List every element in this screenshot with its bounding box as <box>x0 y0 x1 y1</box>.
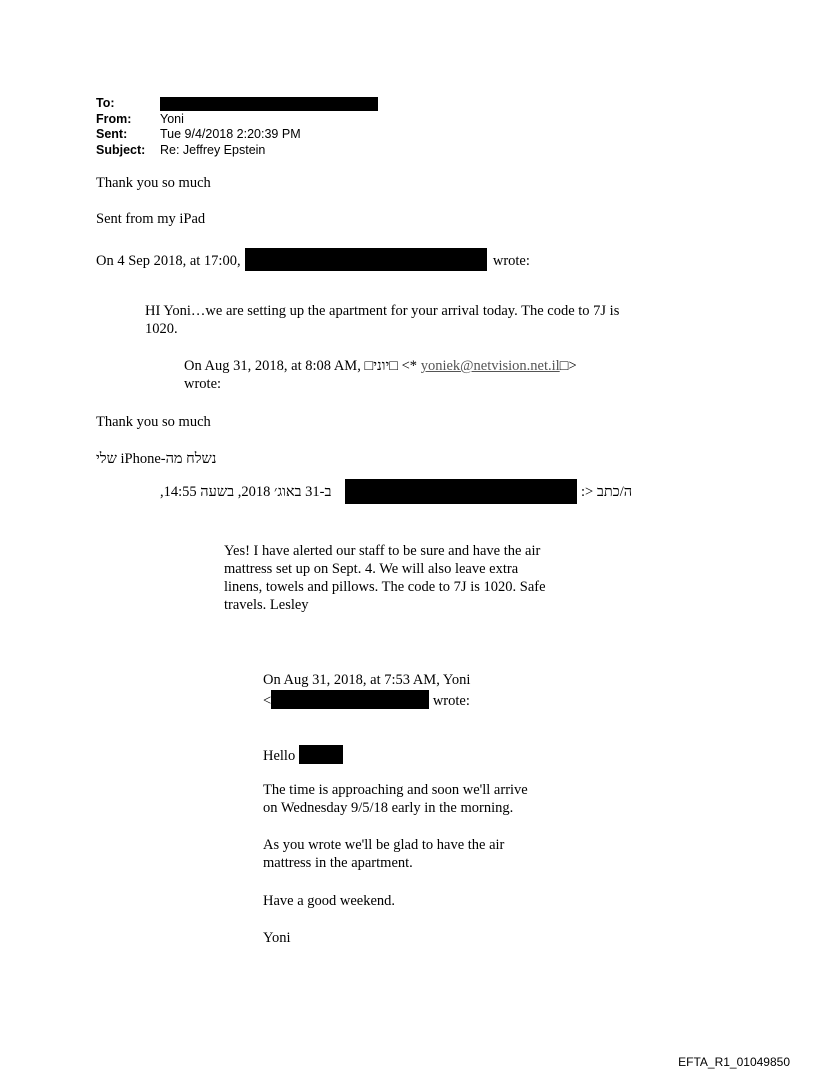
quote-header-1 <box>96 248 530 271</box>
setup-message-line-2: 1020. <box>145 321 178 337</box>
mattress-line-2: mattress in the apartment. <box>263 855 413 871</box>
to-label: To: <box>96 96 115 110</box>
to-redaction <box>160 97 378 111</box>
quote-header-1-suffix: wrote: <box>492 253 530 269</box>
sender-redaction-1 <box>245 248 487 271</box>
from-label: From: <box>96 111 132 126</box>
quote-header-2-suffix: □> <box>559 358 577 374</box>
quote-header-3-line-2 <box>263 690 470 710</box>
quote-header-3-prefix: < <box>263 693 272 709</box>
setup-message-line-1: HI Yoni…we are setting up the apartment for your arrival today. The code to 7J is <box>145 303 620 319</box>
lesley-message-line-1: Yes! I have alerted our staff to be sure and have the air <box>224 543 541 559</box>
document-id: EFTA_R1_01049850 <box>678 1055 790 1069</box>
thanks-line-1: Thank you so much <box>96 175 211 191</box>
subject-value: Re: Jeffrey Epstein <box>160 142 266 157</box>
quote-header-1-prefix: On 4 Sep 2018, at 17:00, <box>96 253 241 269</box>
hebrew-quote-left-part: ה/כתב <: <box>581 484 633 500</box>
quote-header-3-suffix: wrote: <box>432 693 470 709</box>
sender-redaction-2 <box>345 479 577 504</box>
sent-from-iphone-hebrew: נשלח מה-iPhone שלי <box>96 451 217 467</box>
greeting-line <box>263 745 343 765</box>
to-row <box>96 96 378 112</box>
subject-label: Subject: <box>96 142 146 157</box>
mattress-line-1: As you wrote we'll be glad to have the air <box>263 837 505 853</box>
sent-row <box>96 127 378 143</box>
recipient-name-redaction <box>299 745 343 764</box>
quote-header-2-wrote: wrote: <box>184 376 222 392</box>
signoff: Yoni <box>263 930 291 946</box>
arrival-line-1: The time is approaching and soon we'll arrive <box>263 782 528 798</box>
quote-header-2 <box>184 358 577 375</box>
arrival-line-2: on Wednesday 9/5/18 early in the morning. <box>263 800 514 816</box>
lesley-message-line-4: travels. Lesley <box>224 597 309 613</box>
sent-value: Tue 9/4/2018 2:20:39 PM <box>160 127 301 141</box>
from-value: Yoni <box>160 111 184 126</box>
greeting-text: Hello <box>263 748 296 764</box>
quote-header-3: On Aug 31, 2018, at 7:53 AM, Yoni <box>263 672 471 688</box>
sent-label: Sent: <box>96 127 128 141</box>
weekend-line: Have a good weekend. <box>263 893 396 909</box>
sent-from-ipad: Sent from my iPad <box>96 211 206 227</box>
subject-row <box>96 143 378 159</box>
quote-header-2-prefix: On Aug 31, 2018, at 8:08 AM, □יוני□ <* <box>184 358 418 374</box>
from-row <box>96 112 378 128</box>
hebrew-quote-right-part: ב-31 באוג׳ 2018, בשעה 14:55, <box>160 484 332 500</box>
sender-email-link[interactable]: yoniek@netvision.net.il <box>420 358 560 374</box>
email-header <box>96 96 378 158</box>
sender-redaction-3 <box>271 690 429 709</box>
lesley-message-line-2: mattress set up on Sept. 4. We will also leave extra <box>224 561 519 577</box>
thanks-line-2: Thank you so much <box>96 414 211 430</box>
lesley-message-line-3: linens, towels and pillows. The code to 7J is 1020. Safe <box>224 579 546 595</box>
